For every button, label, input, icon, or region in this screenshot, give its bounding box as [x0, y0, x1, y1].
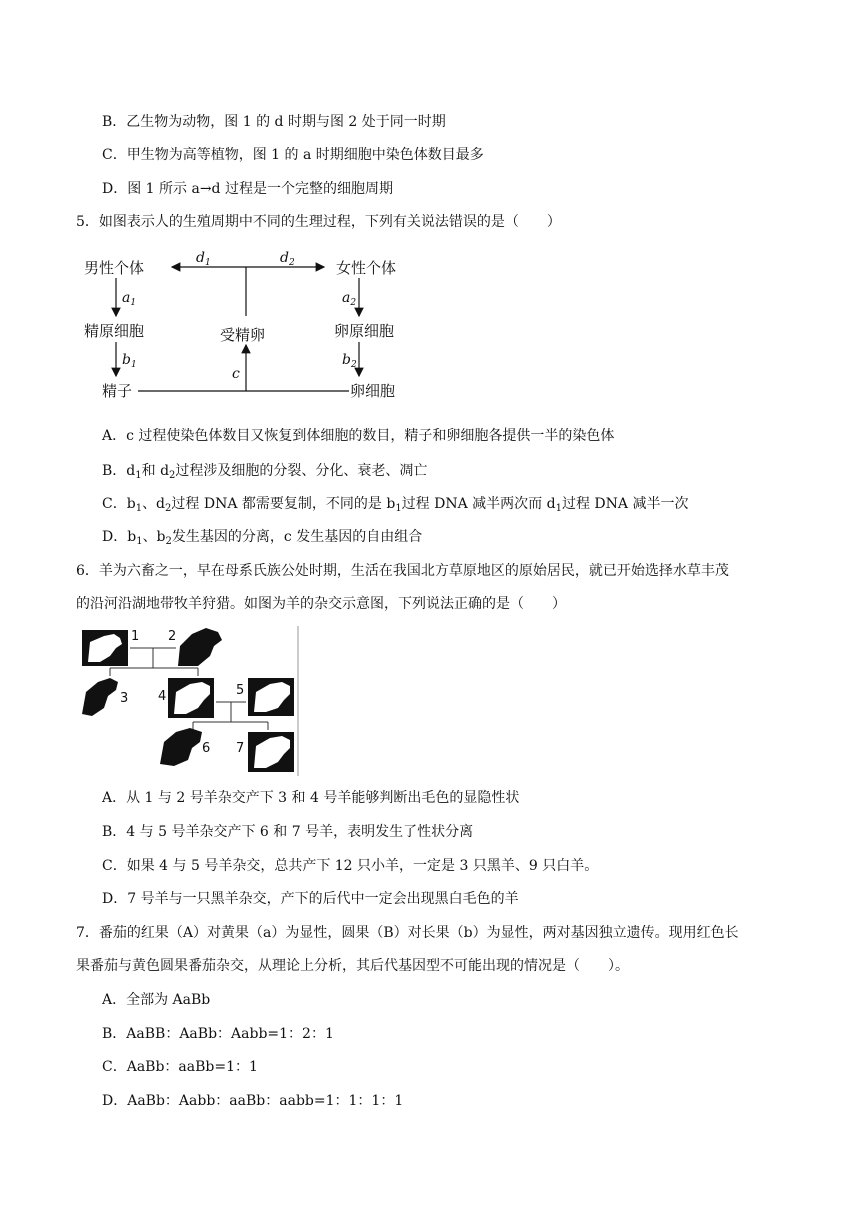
male-label: 男性个体 [84, 259, 145, 277]
c-label: c [232, 366, 240, 382]
q6-stem-line-1: 6．羊为六畜之一，早在母系氏族公处时期，生活在我国北方草原地区的原始居民，就已开始选择水草丰茂 [76, 563, 729, 579]
q5-stem: 5．如图表示人的生殖周期中不同的生理过程，下列有关说法错误的是（ ） [76, 214, 561, 230]
sheep-5-white-icon [248, 678, 294, 716]
q4-option-c: C．甲生物为高等植物，图 1 的 a 时期细胞中染色体数目最多 [102, 147, 484, 163]
q7-option-c: C．AaBb：aaBb=1：1 [102, 1059, 258, 1075]
sheep-1-white-icon [82, 630, 128, 666]
q7-stem-line-1: 7．番茄的红果（A）对黄果（a）为显性，圆果（B）对长果（b）为显性，两对基因独立遗传。现用红色长 [76, 925, 739, 941]
q6-option-c: C．如果 4 与 5 号羊杂交，总共产下 12 只小羊，一定是 3 只黑羊、9 只白羊。 [102, 858, 599, 874]
sheep-label-3: 3 [120, 691, 129, 706]
sheep-4-white-icon [168, 678, 214, 718]
oogonia-label: 卵原细胞 [334, 322, 395, 340]
zygote-label: 受精卵 [220, 326, 266, 344]
q7-option-b: B．AaBB：AaBb：Aabb=1：2：1 [102, 1026, 334, 1042]
reproduction-cycle-diagram [84, 248, 414, 408]
q4-option-d: D．图 1 所示 a→d 过程是一个完整的细胞周期 [102, 181, 393, 197]
q4-option-b: B．乙生物为动物，图 1 的 d 时期与图 2 处于同一时期 [102, 114, 446, 130]
q5-option-c: C．$b_1$、$d_2$过程 DNA 都需要复制，不同的是 $b_1$过程 DNA 减半两次而 $d_1$过程 DNA 减半一次 [102, 496, 689, 514]
sheep-7-white-icon [248, 732, 294, 772]
sheep-label-7: 7 [236, 741, 245, 756]
sperm-label: 精子 [102, 382, 133, 400]
a2-label: $a_2$ [342, 290, 357, 308]
sheep-label-6: 6 [202, 741, 211, 756]
q6-option-a: A．从 1 与 2 号羊杂交产下 3 和 4 号羊能够判断出毛色的显隐性状 [102, 790, 520, 806]
a1-label: $a_1$ [122, 290, 137, 308]
q6-option-b: B．4 与 5 号羊杂交产下 6 和 7 号羊，表明发生了性状分离 [102, 824, 474, 840]
sheep-label-1: 1 [131, 629, 140, 644]
q6-option-d: D．7 号羊与一只黑羊杂交，产下的后代中一定会出现黑白毛色的羊 [102, 891, 519, 907]
d2-label: $d_2$ [280, 250, 295, 268]
sheep-label-2: 2 [168, 629, 177, 644]
egg-label: 卵细胞 [350, 382, 396, 400]
female-label: 女性个体 [336, 259, 397, 277]
q7-option-a: A．全部为 AaBb [102, 992, 211, 1008]
sheep-label-5: 5 [236, 683, 245, 698]
spermatogonia-label: 精原细胞 [84, 322, 145, 340]
q5-option-d: D．$b_1$、$b_2$发生基因的分离，c 发生基因的自由组合 [102, 529, 423, 547]
b2-label: $b_2$ [342, 352, 357, 370]
q7-option-d: D．AaBb：Aabb：aaBb：aabb=1：1：1：1 [102, 1093, 404, 1109]
sheep-cross-diagram [80, 626, 302, 776]
b1-label: $b_1$ [122, 352, 137, 370]
sheep-label-4: 4 [158, 689, 167, 704]
q6-stem-line-2: 的沿河沿湖地带牧羊狩猎。如图为羊的杂交示意图，下列说法正确的是（ ） [76, 596, 566, 612]
q5-option-b: B．$d_1$和 $d_2$过程涉及细胞的分裂、分化、衰老、凋亡 [102, 463, 428, 481]
q5-option-a: A．c 过程使染色体数目又恢复到体细胞的数目，精子和卵细胞各提供一半的染色体 [102, 428, 615, 444]
q7-stem-line-2: 果番茄与黄色圆果番茄杂交，从理论上分析，其后代基因型不可能出现的情况是（ ）。 [76, 958, 629, 974]
d1-label: $d_1$ [196, 250, 211, 268]
